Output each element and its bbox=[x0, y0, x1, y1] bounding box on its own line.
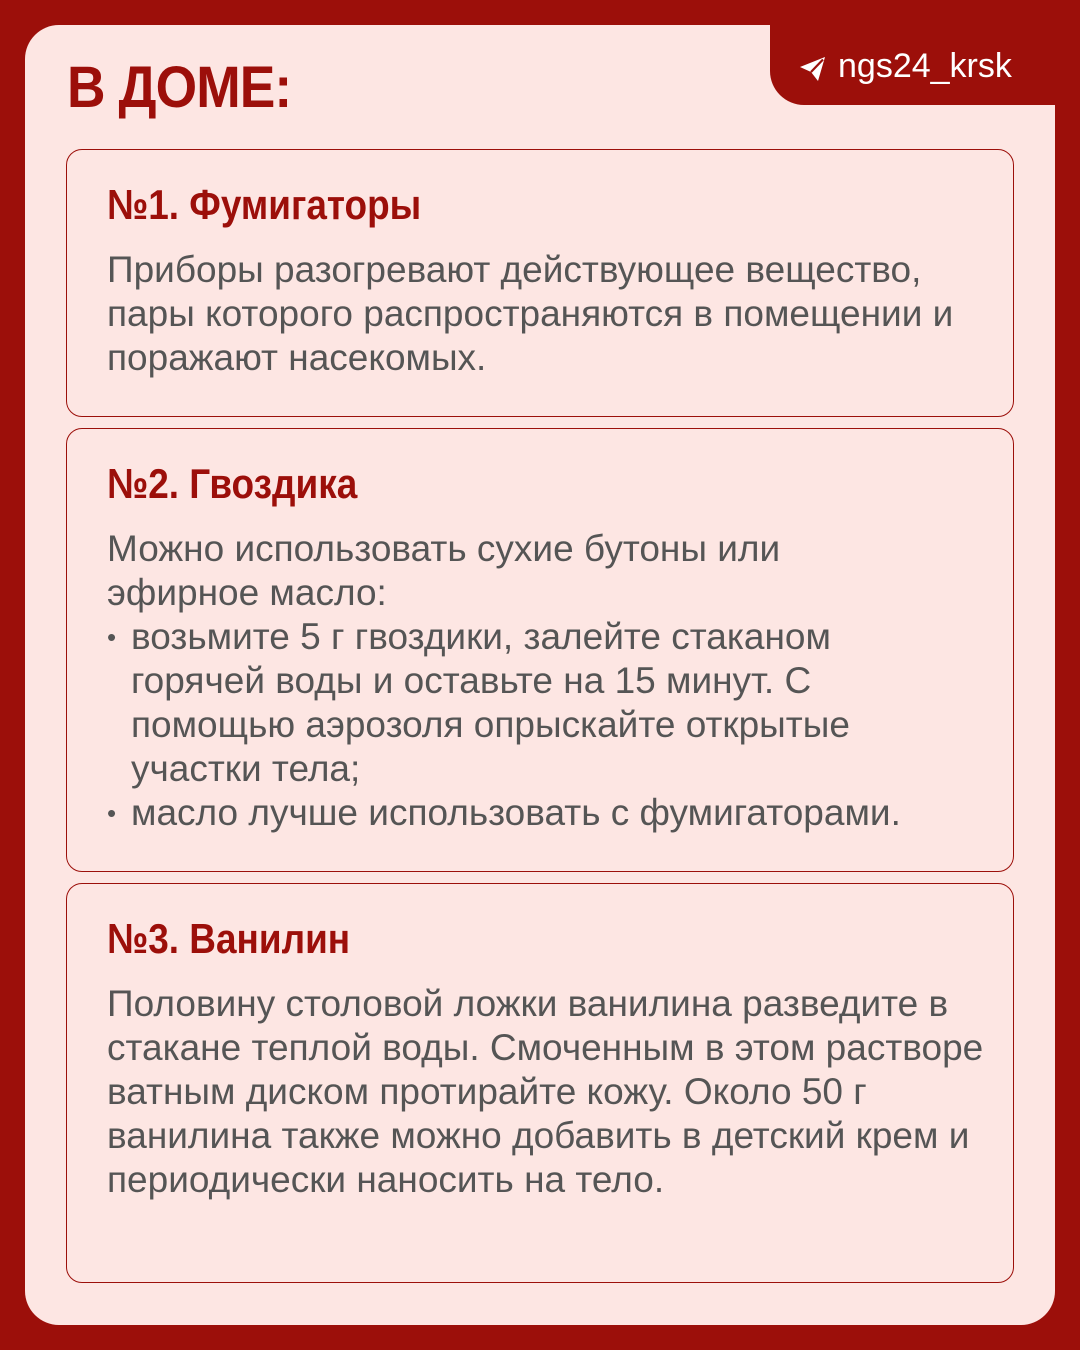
telegram-plane-icon bbox=[798, 51, 828, 81]
channel-handle[interactable] bbox=[798, 44, 1012, 88]
card-text bbox=[107, 982, 989, 1202]
card-text bbox=[107, 527, 989, 835]
card-title: №3. Ванилин bbox=[107, 915, 351, 962]
card-vanillin bbox=[66, 883, 1014, 1283]
card-paragraph: Половину столовой ложки ванилина разведите в стакане теплой воды. Смоченным в этом растворе ватным диском протирайте кожу. Около 50 г ванилина также можно добавить в детский крем и периодически наносить на тело. bbox=[107, 983, 984, 1200]
card-fumigators bbox=[66, 149, 1014, 417]
card-paragraph: Можно использовать сухие бутоны или эфирное масло: bbox=[107, 528, 781, 613]
card-paragraph: Приборы разогревают действующее вещество, пары которого распространяются в помещении и поражают насекомых. bbox=[107, 249, 954, 378]
handle-text: ngs24_krsk bbox=[838, 47, 1012, 85]
card-title: №1. Фумигаторы bbox=[107, 181, 422, 228]
card-clove bbox=[66, 428, 1014, 872]
card-title: №2. Гвоздика bbox=[107, 460, 358, 507]
list-item: • возьмите 5 г гвоздики, залейте стаканом горячей воды и оставьте на 15 минут. С помощью аэрозоля опрыскайте открытые участки тела; bbox=[107, 615, 989, 791]
bullet-list bbox=[107, 615, 989, 835]
page-title: В ДОМЕ: bbox=[67, 55, 292, 120]
list-item: • масло лучше использовать с фумигаторами. bbox=[107, 791, 989, 835]
card-text bbox=[107, 248, 989, 380]
